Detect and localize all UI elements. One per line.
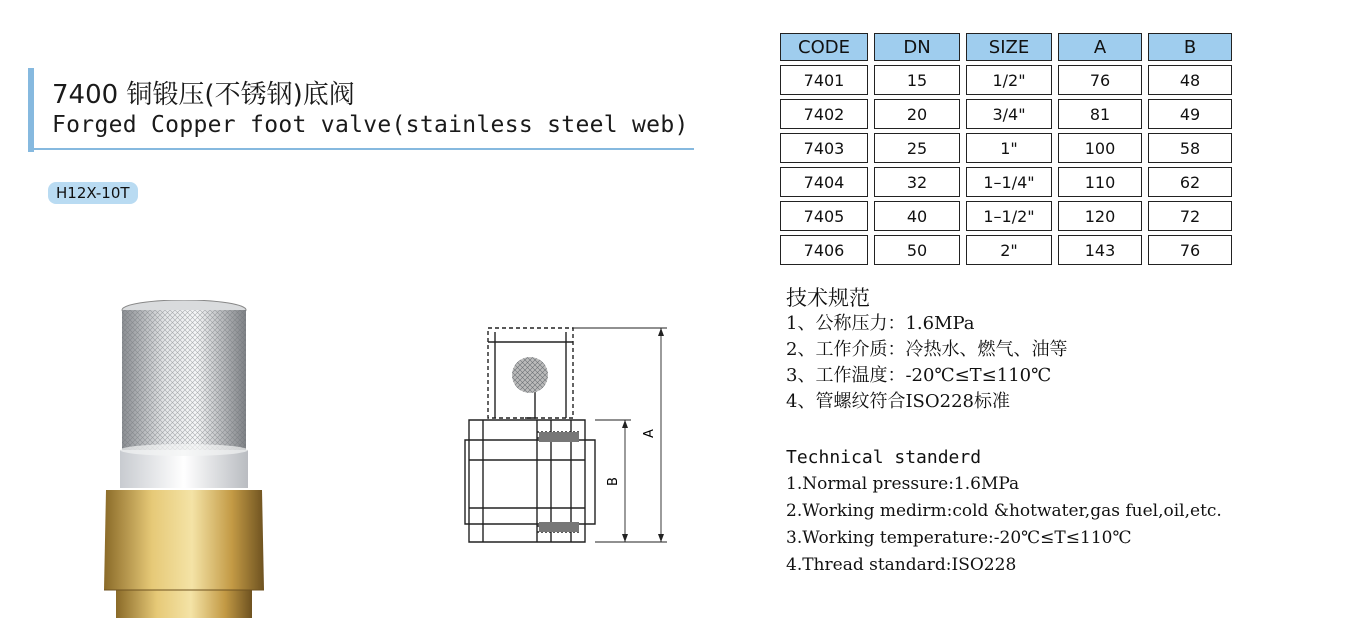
cell-b: 62 <box>1148 167 1232 197</box>
table-row <box>780 65 1232 95</box>
cell-size: 1–1/2" <box>966 201 1052 231</box>
cell-size: 2" <box>966 235 1052 265</box>
spec-cn-line: 1、公称压力：1.6MPa <box>786 313 975 334</box>
cell-a: 76 <box>1058 65 1142 95</box>
spec-en-heading: Technical standerd <box>786 447 982 468</box>
cell-a: 143 <box>1058 235 1142 265</box>
cell-b: 48 <box>1148 65 1232 95</box>
spec-en-line: 3.Working temperature:-20℃≤T≤110℃ <box>786 528 1132 548</box>
cell-dn: 25 <box>874 133 960 163</box>
dimension-a-label: A <box>642 429 657 438</box>
dimension-b-label: B <box>606 477 621 486</box>
cell-size: 1–1/4" <box>966 167 1052 197</box>
cell-code: 7403 <box>780 133 868 163</box>
cell-code: 7406 <box>780 235 868 265</box>
cell-a: 81 <box>1058 99 1142 129</box>
cell-code: 7401 <box>780 65 868 95</box>
spec-cn-line: 2、工作介质：冷热水、燃气、油等 <box>786 339 1068 360</box>
table-row <box>780 133 1232 163</box>
spec-cn-line: 4、管螺纹符合ISO228标准 <box>786 391 1011 412</box>
spec-cn-line: 3、工作温度：-20℃≤T≤110℃ <box>786 365 1052 386</box>
table-header-row <box>780 33 1232 61</box>
cell-a: 120 <box>1058 201 1142 231</box>
cell-code: 7405 <box>780 201 868 231</box>
table-row <box>780 167 1232 197</box>
title-english: Forged Copper foot valve(stainless steel web) <box>52 112 689 138</box>
header-dn: DN <box>874 33 960 61</box>
cross-section-drawing <box>455 320 685 570</box>
header-size: SIZE <box>966 33 1052 61</box>
title-chinese: 7400 铜锻压(不锈钢)底阀 <box>52 80 355 110</box>
mesh-strainer-mark <box>512 357 548 393</box>
title-underline <box>34 148 694 150</box>
cell-a: 100 <box>1058 133 1142 163</box>
cell-dn: 32 <box>874 167 960 197</box>
cell-dn: 40 <box>874 201 960 231</box>
title-accent-bar <box>28 68 34 152</box>
spec-en-line: 1.Normal pressure:1.6MPa <box>786 474 1020 494</box>
spec-en-line: 2.Working medirm:cold &hotwater,gas fuel,oil,etc. <box>786 501 1222 521</box>
cell-dn: 20 <box>874 99 960 129</box>
model-badge: H12X-10T <box>48 182 138 204</box>
cell-b: 49 <box>1148 99 1232 129</box>
spec-en-line: 4.Thread standard:ISO228 <box>786 555 1017 575</box>
cell-a: 110 <box>1058 167 1142 197</box>
spec-english <box>786 444 1222 579</box>
spec-cn-heading: 技术规范 <box>786 286 870 310</box>
cell-b: 76 <box>1148 235 1232 265</box>
header-code: CODE <box>780 33 868 61</box>
cell-b: 58 <box>1148 133 1232 163</box>
cell-dn: 50 <box>874 235 960 265</box>
header-a: A <box>1058 33 1142 61</box>
cell-size: 1" <box>966 133 1052 163</box>
cell-size: 3/4" <box>966 99 1052 129</box>
cell-b: 72 <box>1148 201 1232 231</box>
table-row <box>780 99 1232 129</box>
table-row <box>780 235 1232 265</box>
title-block <box>28 66 693 152</box>
spec-chinese <box>786 285 1067 415</box>
spec-table <box>774 29 1238 269</box>
table-row <box>780 201 1232 231</box>
cell-code: 7402 <box>780 99 868 129</box>
header-b: B <box>1148 33 1232 61</box>
cell-dn: 15 <box>874 65 960 95</box>
cell-size: 1/2" <box>966 65 1052 95</box>
cell-code: 7404 <box>780 167 868 197</box>
foot-valve-photo <box>100 300 270 618</box>
